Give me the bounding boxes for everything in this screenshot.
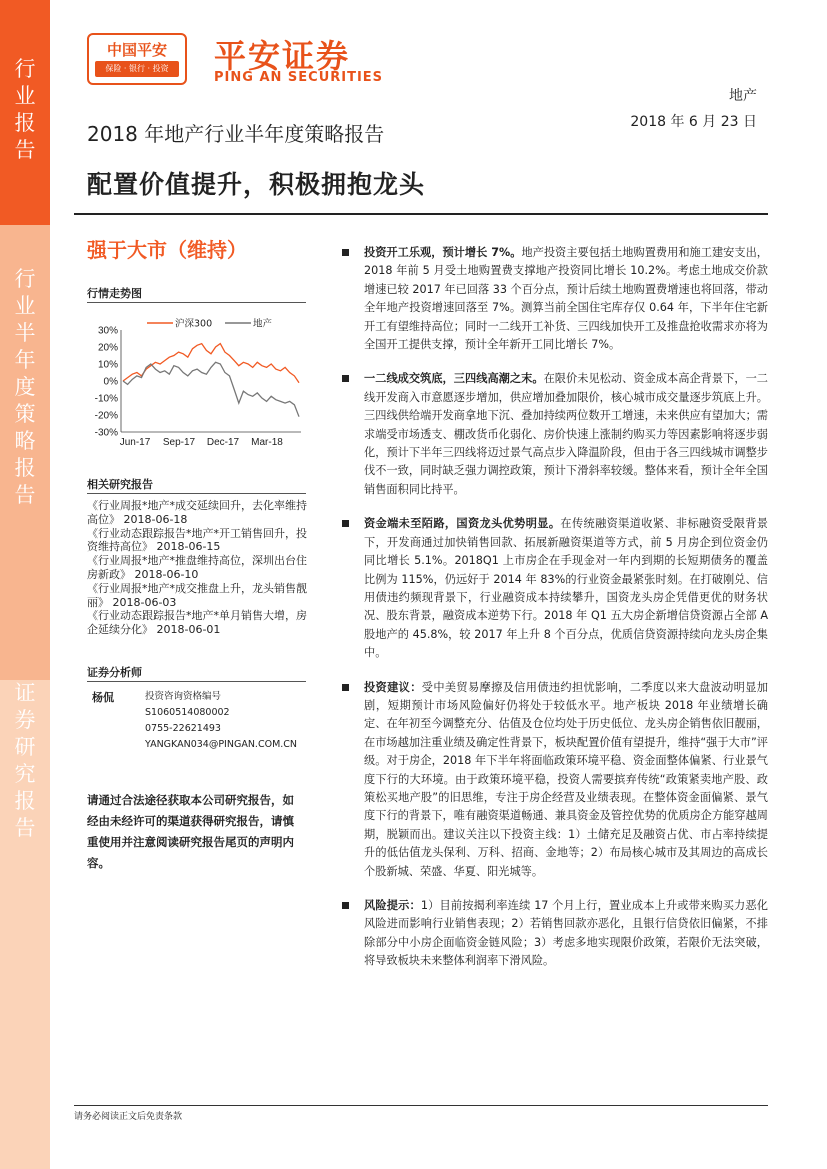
header-divider bbox=[74, 213, 768, 215]
y-tick-label: -10% bbox=[94, 393, 118, 405]
y-tick-label: 20% bbox=[97, 342, 118, 354]
y-tick-label: 10% bbox=[97, 359, 118, 371]
paragraph-investment bbox=[342, 244, 768, 354]
series-line-hs300 bbox=[123, 344, 299, 383]
footer-divider bbox=[74, 1105, 768, 1106]
y-tick-label: 0% bbox=[103, 376, 118, 388]
y-tick-label: -30% bbox=[94, 427, 118, 439]
paragraph-lead: 风险提示： bbox=[364, 899, 421, 912]
bullet-square-icon bbox=[342, 375, 349, 382]
paragraph-risk bbox=[342, 897, 768, 971]
related-reports-list bbox=[87, 499, 307, 637]
paragraph-body: 1）目前按揭利率连续 17 个月上行，置业成本上升或带来购买力恶化风险进而影响行业销售表现；2）若销售回款亦恶化，且银行信贷依旧偏紧，不排除部分中小房企面临资金链风险；3）考虑多地实现限价政策，若限价无法突破，将导致板块未来整体利润率下滑风险。 bbox=[364, 899, 768, 968]
related-section-divider bbox=[87, 493, 306, 494]
legend-label: 沪深300 bbox=[175, 318, 213, 330]
bullet-square-icon bbox=[342, 684, 349, 691]
rating: 强于大市（维持） bbox=[87, 238, 247, 262]
legend-label: 地产 bbox=[253, 318, 273, 330]
analyst-email[interactable]: YANGKAN034@PINGAN.COM.CN bbox=[145, 739, 298, 750]
side-bar bbox=[0, 0, 50, 1169]
side-label-text: 证券研究报告 bbox=[14, 681, 36, 840]
related-report-item[interactable]: 《行业周报*地产*成交延续回升，去化率维持高位》 2018-06-18 bbox=[87, 499, 307, 526]
industry-label: 地产 bbox=[729, 88, 757, 104]
related-report-item[interactable]: 《行业动态跟踪报告*地产*单月销售大增，房企延续分化》 2018-06-01 bbox=[87, 609, 307, 637]
analyst-cert-number: S1060514080002 bbox=[145, 707, 230, 718]
x-tick-label: Dec-17 bbox=[206, 437, 240, 448]
bullet-square-icon bbox=[342, 520, 349, 527]
related-report-item[interactable]: 《行业动态跟踪报告*地产*开工销售回升，投资维持高位》 2018-06-15 bbox=[87, 526, 307, 554]
report-date: 2018 年 6 月 23 日 bbox=[630, 114, 757, 130]
x-tick-label: Mar-18 bbox=[251, 437, 283, 448]
analyst-phone: 0755-22621493 bbox=[145, 723, 221, 734]
analyst-section-title: 证券分析师 bbox=[87, 666, 142, 679]
related-section-title: 相关研究报告 bbox=[87, 478, 153, 491]
side-label-text: 行业半年度策略报告 bbox=[14, 267, 36, 507]
paragraph-body: 受中美贸易摩擦及信用债违约担忧影响，二季度以来大盘波动明显加剧，短期预计市场风险偏好仍将处于较低水平。地产板块 2018 年业绩增长确定、在年初至今调整充分、估值及仓位均处于历史低位、龙头房企销售依旧靓丽，在市场越加注重业绩及确定性背景下，板块配置价值有望提升，维持“强于大市”评级。对于房企，2018 年下半年将面临政策环境平稳、资金面整体偏紧、行业景气度下行的大环境。由于政策环境平稳，投资人需要摈弃传统“政策紧卖地产股、政策松买地产股”的旧思维，专注于房企经营及业绩表现。在整体资金面偏紧、景气度下行的背景下，唯有融资渠道畅通、兼具资金及管控优势的优质房企方能穿越周期，脱颖而出。建议关注以下投资主线：1）土储充足及融资占优、市占率持续提升的低估值龙头保利、万科、招商、金地等；2）布局核心城市及其周边的高成长个股新城、荣盛、华夏、阳光城等。 bbox=[364, 680, 768, 878]
side-label-text: 行业报告 bbox=[14, 57, 36, 162]
bullet-square-icon bbox=[342, 902, 349, 909]
pingan-logo bbox=[87, 33, 187, 85]
related-report-item[interactable]: 《行业周报*地产*成交推盘上升，龙头销售靓丽》 2018-06-03 bbox=[87, 581, 307, 609]
logo-subtitle: 保险 · 银行 · 投资 bbox=[95, 61, 179, 77]
paragraph-body: 在限价未见松动、资金成本高企背景下，一二线开发商入市意愿逐步增加，供应增加叠加限价，核心城市成交量逐步筑底上升。三四线供给端开发商拿地下沉、叠加持续两位数开工增速，未来供应有望加大；需求端受市场透支、棚改货币化弱化、房价快速上涨制约购买力等因素影响将逐步弱化，预计下半年三四线将迈过景气高点步入降温阶段，但由于各三四线城市调整步伐不一致，同时缺乏强力调控政策，预计下滑斜率较缓。整体来看，预计全年全国销售面积同比持平。 bbox=[364, 372, 768, 496]
related-report-item[interactable]: 《行业周报*地产*推盘维持高位，深圳出台住房新政》 2018-06-10 bbox=[87, 554, 307, 581]
paragraph-lead: 一二线成交筑底，三四线高潮之末。 bbox=[364, 372, 544, 386]
market-trend-chart bbox=[85, 308, 307, 458]
chart-section-title: 行情走势图 bbox=[87, 287, 142, 300]
paragraph-lead: 投资建议： bbox=[364, 680, 422, 694]
side-label-securities-research bbox=[0, 680, 50, 842]
paragraph-body: 在传统融资渠道收紧、非标融资受限背景下，开发商通过加快销售回款、拓展新融资渠道等方式，前 5 月房企到位资金仍同比增长 5.1%。2018Q1 上市房企在手现金对一年内到期的长短期债务的覆盖比例为 115%，仍远好于 2014 年 83%的行业资金最紧张时刻。在打破刚兑、信用债违约频现背景下，行业融资成本持续攀升，国资龙头房企凭借更优的财务状况、股东背景，融资成本逆势下行。2018 年 Q1 五大房企新增信贷资源占全部 A 股地产的 45.8%，较 2017 年上升 8 个百分点，优质信贷资源持续向龙头房企集中。 bbox=[364, 517, 768, 660]
analyst-cert-label: 投资咨询资格编号 bbox=[145, 691, 222, 702]
chart-section-divider bbox=[87, 302, 306, 303]
side-label-half-year-report bbox=[0, 266, 50, 509]
paragraph-lead: 投资开工乐观，预计增长 7%。 bbox=[364, 246, 522, 259]
brand-name-cn: 平安证券 bbox=[214, 37, 351, 75]
paragraph-lead: 资金端未至陌路，国资龙头优势明显。 bbox=[364, 517, 561, 531]
x-tick-label: Sep-17 bbox=[162, 437, 196, 448]
y-tick-label: -20% bbox=[94, 410, 118, 422]
side-label-industry-report bbox=[0, 56, 50, 164]
paragraph-funding bbox=[342, 515, 768, 662]
main-content bbox=[342, 244, 768, 987]
analyst-info bbox=[145, 689, 297, 753]
brand-name-en: PING AN SECURITIES bbox=[214, 70, 384, 85]
footer-disclaimer[interactable]: 请务必阅读正文后免责条款 bbox=[74, 1112, 183, 1122]
legal-notice: 请通过合法途径获取本公司研究报告，如经由未经许可的渠道获得研究报告，请慎重使用并注意阅读研究报告尾页的声明内容。 bbox=[87, 793, 294, 870]
analyst-section-divider bbox=[87, 681, 306, 682]
report-subtitle: 配置价值提升，积极拥抱龙头 bbox=[87, 170, 426, 199]
paragraph-body: 地产投资主要包括土地购置费用和施工建安支出，2018 年前 5 月受土地购置费支撑地产投资同比增长 10.2%。考虑土地成交价款增速已较 2017 年已回落 33 个百分点，预计后续土地购置费增速也将回落，带动全年地产投资增速回落至 7%。测算当前全国住宅库存仅 0.64 年，下半年住宅新开工有望维持高位；同时一二线开工补货、三四线加快开工及推盘抢收需求亦将为全国开工提供支撑，预计全年新开工同比增长 7%。 bbox=[364, 246, 768, 352]
paragraph-sales bbox=[342, 370, 768, 499]
y-tick-label: 30% bbox=[97, 325, 118, 337]
report-title: 2018 年地产行业半年度策略报告 bbox=[87, 122, 385, 146]
logo-title: 中国平安 bbox=[106, 41, 167, 59]
paragraph-recommendation bbox=[342, 679, 768, 881]
series-line-realestate bbox=[123, 362, 299, 416]
x-tick-label: Jun-17 bbox=[119, 437, 151, 448]
bullet-square-icon bbox=[342, 249, 349, 256]
analyst-name: 杨侃 bbox=[92, 691, 114, 704]
